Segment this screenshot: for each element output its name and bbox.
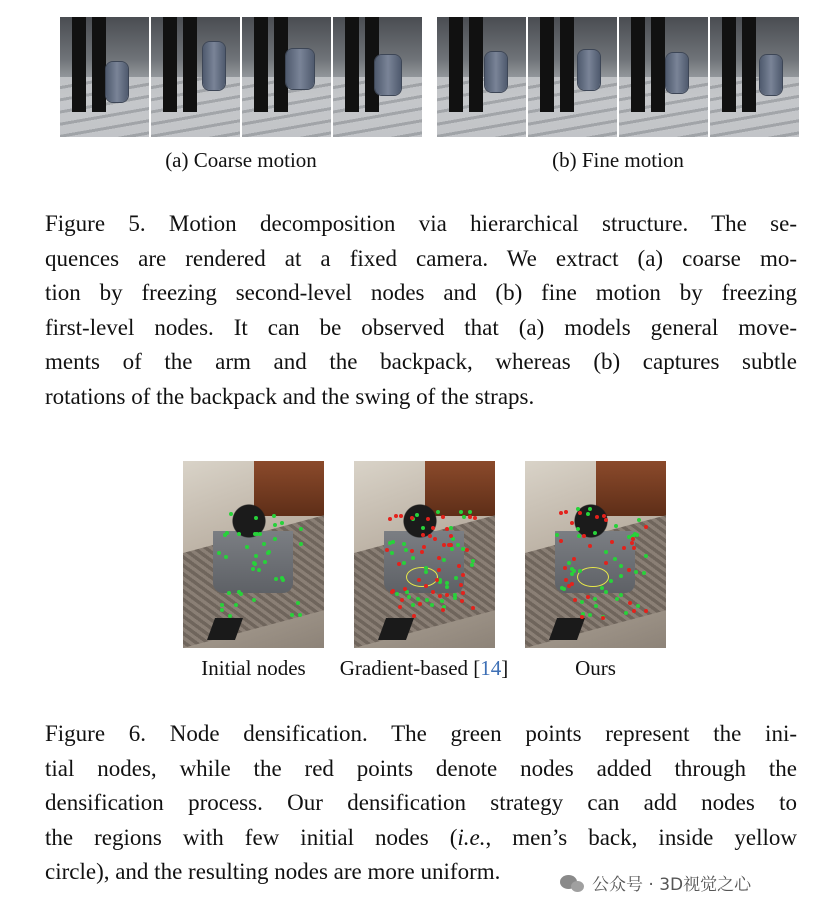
added-node-point	[428, 534, 432, 538]
caption-line: the regions with few initial nodes (i.e., men’s back, inside yellow	[45, 824, 797, 850]
subcaption-coarse: (a) Coarse motion	[165, 148, 317, 172]
fine-frame	[528, 17, 617, 137]
label-ours: Ours	[575, 656, 616, 680]
initial-node-point	[600, 586, 604, 590]
added-node-point	[564, 510, 568, 514]
caption-line: tion by freezing second-level nodes and (b) fine motion by freezing	[45, 280, 797, 306]
added-node-point	[435, 578, 439, 582]
wechat-icon	[560, 873, 586, 893]
added-node-point	[644, 609, 648, 613]
caption-line: tial nodes, while the red points denote nodes added through the	[45, 755, 797, 781]
initial-node-point	[225, 531, 229, 535]
initial-node-point	[254, 516, 258, 520]
fine-frame	[437, 17, 526, 137]
added-node-point	[457, 564, 461, 568]
initial-node-point	[604, 590, 608, 594]
label-gradient-text: Gradient-based [	[339, 656, 481, 680]
figure6-caption	[45, 717, 797, 890]
added-node-point	[461, 591, 465, 595]
initial-node-point	[299, 527, 303, 531]
initial-node-point	[619, 574, 623, 578]
added-node-point	[400, 598, 404, 602]
caption-line: Figure 6. Node densification. The green points represent the ini-	[45, 721, 797, 746]
caption-line: ments of the arm and the backpack, whereas (b) captures subtle	[45, 349, 797, 375]
initial-node-point	[445, 581, 449, 585]
initial-node-point	[577, 534, 581, 538]
initial-node-point	[298, 613, 302, 617]
added-node-point	[438, 594, 442, 598]
fine-frame	[710, 17, 799, 137]
initial-node-point	[462, 515, 466, 519]
added-node-point	[468, 515, 472, 519]
added-node-point	[461, 573, 465, 577]
initial-node-point	[436, 510, 440, 514]
added-node-point	[417, 578, 421, 582]
initial-node-point	[411, 556, 415, 560]
label-gradient-close: ]	[501, 656, 509, 680]
caption-line: quences are rendered at a fixed camera. We extract (a) coarse mo-	[45, 245, 797, 271]
initial-node-point	[430, 603, 434, 607]
caption-line: first-level nodes. It can be observed that (a) models general move-	[45, 314, 797, 340]
initial-node-point	[251, 567, 255, 571]
added-node-point	[630, 541, 634, 545]
initial-node-point	[257, 568, 261, 572]
initial-node-point	[220, 608, 224, 612]
initial-node-point	[453, 596, 457, 600]
added-node-point	[573, 598, 577, 602]
subcaption-fine: (b) Fine motion	[552, 148, 684, 172]
added-node-point	[399, 514, 403, 518]
added-node-point	[447, 543, 451, 547]
initial-node-point	[615, 597, 619, 601]
added-node-point	[410, 549, 414, 553]
coarse-motion-strip	[60, 17, 424, 137]
initial-node-point	[245, 545, 249, 549]
initial-node-point	[390, 551, 394, 555]
initial-node-point	[227, 591, 231, 595]
watermark-text: 公众号 · 3D视觉之心	[592, 875, 752, 895]
added-node-point	[388, 517, 392, 521]
added-node-point	[437, 556, 441, 560]
added-node-point	[410, 516, 414, 520]
initial-node-point	[424, 566, 428, 570]
initial-node-point	[402, 542, 406, 546]
added-node-point	[644, 525, 648, 529]
added-node-point	[604, 561, 608, 565]
initial-nodes-image	[183, 461, 324, 648]
initial-node-point	[220, 603, 224, 607]
added-node-point	[578, 511, 582, 515]
initial-node-point	[644, 554, 648, 558]
added-node-point	[449, 534, 453, 538]
initial-node-point	[224, 555, 228, 559]
label-initial-nodes: Initial nodes	[201, 656, 306, 680]
added-node-point	[465, 548, 469, 552]
added-node-point	[631, 537, 635, 541]
caption-line: densification process. Our densification strategy can add nodes to	[45, 790, 797, 816]
initial-node-point	[421, 526, 425, 530]
added-node-point	[420, 550, 424, 554]
fine-motion-strip	[437, 17, 801, 137]
initial-node-point	[395, 592, 399, 596]
initial-node-point	[636, 604, 640, 608]
yellow-circle	[406, 567, 438, 587]
initial-node-point	[254, 554, 258, 558]
initial-node-point	[614, 524, 618, 528]
watermark	[560, 870, 751, 895]
initial-node-point	[299, 542, 303, 546]
caption-line: Figure 5. Motion decomposition via hierarchical structure. The se-	[45, 211, 797, 236]
initial-node-point	[290, 613, 294, 617]
citation-link[interactable]: 14	[480, 656, 502, 680]
initial-node-point	[634, 570, 638, 574]
coarse-frame	[60, 17, 149, 137]
initial-node-point	[416, 597, 420, 601]
initial-node-point	[619, 593, 623, 597]
initial-node-point	[609, 579, 613, 583]
fine-frame	[619, 17, 708, 137]
added-node-point	[586, 595, 590, 599]
added-node-point	[601, 616, 605, 620]
initial-node-point	[280, 521, 284, 525]
initial-node-point	[624, 611, 628, 615]
label-gradient-based	[326, 656, 522, 681]
initial-node-point	[449, 526, 453, 530]
coarse-frame	[151, 17, 240, 137]
initial-node-point	[440, 599, 444, 603]
added-node-point	[460, 599, 464, 603]
added-node-point	[588, 544, 592, 548]
initial-node-point	[404, 548, 408, 552]
initial-node-point	[594, 604, 598, 608]
added-node-point	[459, 583, 463, 587]
initial-node-point	[450, 547, 454, 551]
gradient-based-image	[354, 461, 495, 648]
added-node-point	[433, 537, 437, 541]
added-node-point	[595, 515, 599, 519]
initial-node-point	[555, 533, 559, 537]
coarse-frame	[242, 17, 331, 137]
initial-node-point	[237, 532, 241, 536]
initial-node-point	[229, 512, 233, 516]
initial-node-point	[442, 558, 446, 562]
initial-node-point	[470, 563, 474, 567]
added-node-point	[437, 568, 441, 572]
caption-line: circle), and the resulting nodes are more uniform.	[45, 859, 501, 885]
initial-node-point	[468, 510, 472, 514]
figure5-caption	[45, 207, 797, 415]
initial-node-point	[415, 513, 419, 517]
caption-line: rotations of the backpack and the swing of the straps.	[45, 383, 535, 409]
coarse-frame	[333, 17, 422, 137]
ours-image	[525, 461, 666, 648]
added-node-point	[412, 614, 416, 618]
